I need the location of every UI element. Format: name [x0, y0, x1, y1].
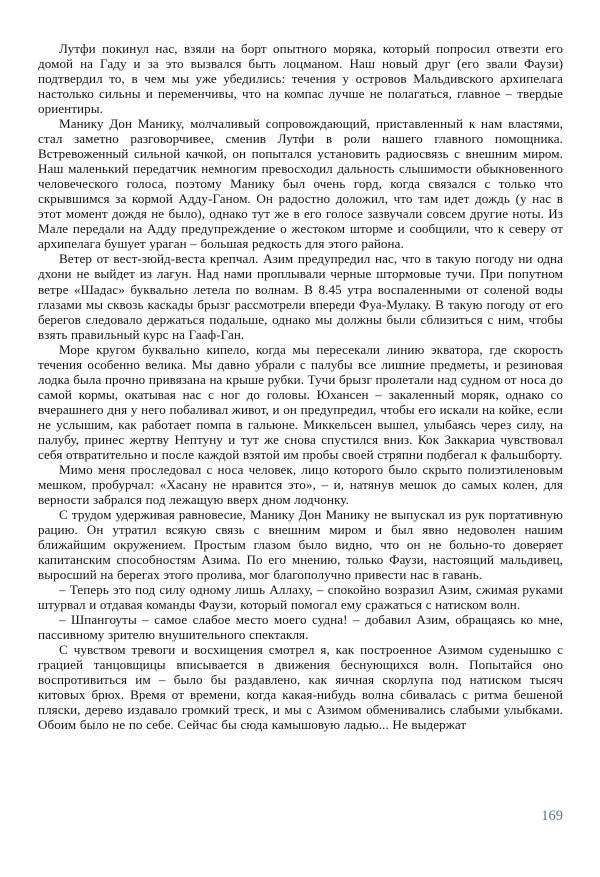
paragraph: С чувством тревоги и восхищения смотрел я, как построенное Азимом суденышко с грацией танцовщицы вписывается в движения беснующихся волн. Попытайся оно воспротивиться им – было бы раздавлено, как яичная скорлупа под натиском тысяч китовых брюх. Время от времени, когда какая-нибудь волна сбивалась с ритма бешеной пляски, дерево издавало громкий треск, и мы с Азимом обменивались слабыми улыбками. Обоим было не по себе. Сейчас бы сюда камышовую ладью... Не выдержат	[38, 642, 563, 733]
dialogue-paragraph: – Теперь это под силу одному лишь Аллаху, – спокойно возразил Азим, сжимая руками штурвал и отдавая команды Фаузи, который помогал ему сражаться с натиском волн.	[38, 582, 563, 613]
paragraph: Море кругом буквально кипело, когда мы пересекали линию экватора, где скорость течения особенно велика. Мы давно убрали с палубы все лишние предметы, и резиновая лодка была прочно привязана на крыше рубки. Тучи брызг пролетали над судном от носа до самой кормы, окатывая нас с ног до головы. Юхансен – закаленный моряк, однако со вчерашнего дня у него побаливал живот, и он предупредил, чтобы его искали на койке, если не услышим, как работает помпа в гальюне. Миккельсен вышел, улыбаясь через силу, на палубу, принес жертву Нептуну и тут же снова спустился вниз. Кок Заккариа чувствовал себя отвратительно и после каждой взятой им пробы своей стряпни подбегал к фальшборту.	[38, 341, 563, 462]
paragraph: Манику Дон Манику, молчаливый сопровождающий, приставленный к нам властями, стал заметно разговорчивее, сменив Лутфи в роли нашего главного помощника. Встревоженный сильной качкой, он попытался установить радиосвязь с внешним миром. Наш маленький передатчик немногим превосходил дальность слышимости обыкновенного человеческого голоса, поэтому Манику был очень горд, когда связался с только что скрывшимся за кормой Адду-Ганом. Он радостно доложил, что там идет дождь (у нас в этот момент дождя не было), однако тут же в его голосе зазвучали совсем другие ноты. Из Мале передали на Адду предупреждение о жестоком шторме и сообщили, что к северу от архипелага бушует ураган – большая редкость для этого района.	[38, 116, 563, 252]
paragraph: Мимо меня проследовал с носа человек, лицо которого было скрыто полиэтиленовым мешком, пробурчал: «Хасану не нравится это», – и, натянув мешок до самых колен, для верности забрался под лежащую вверх дном лодчонку.	[38, 461, 563, 507]
page-text-block	[38, 41, 563, 732]
dialogue-paragraph: – Шпангоуты – самое слабое место моего судна! – добавил Азим, обращаясь ко мне, пассивному зрителю внушительного спектакля.	[38, 612, 563, 643]
page-number: 169	[541, 808, 563, 824]
paragraph: С трудом удерживая равновесие, Манику Дон Манику не выпускал из рук портативную рацию. Он утратил всякую связь с внешним миром и был явно недоволен нашим ближайшим окружением. Простым глазом было видно, что он не больно-то доверяет капитанским способностям Азима. По его мнению, только Фаузи, настоящий мальдивец, выросший на берегах этого пролива, мог благополучно привести нас в гавань.	[38, 506, 563, 583]
paragraph: Ветер от вест-зюйд-веста крепчал. Азим предупредил нас, что в такую погоду ни одна дхони не выйдет из лагун. Над нами проплывали черные штормовые тучи. При попутном ветре «Шадас» буквально летела по волнам. В 8.45 утра воспаленными от соленой воды глазами мы сквозь каскады брызг рассмотрели впереди Фуа-Мулаку. В такую погоду от его берегов следовало держаться подальше, однако мы должны были сблизиться с ним, чтобы взять правильный курс на Гааф-Ган.	[38, 251, 563, 342]
paragraph: Лутфи покинул нас, взяли на борт опытного моряка, который попросил отвезти его домой на Гаду и за это вызвался быть лоцманом. Наш новый друг (его звали Фаузи) подтвердил то, в чем мы уже убедились: течения у островов Мальдивского архипелага настолько сильны и переменчивы, что на компас лучше не полагаться, главное – твердые ориентиры.	[38, 41, 563, 117]
